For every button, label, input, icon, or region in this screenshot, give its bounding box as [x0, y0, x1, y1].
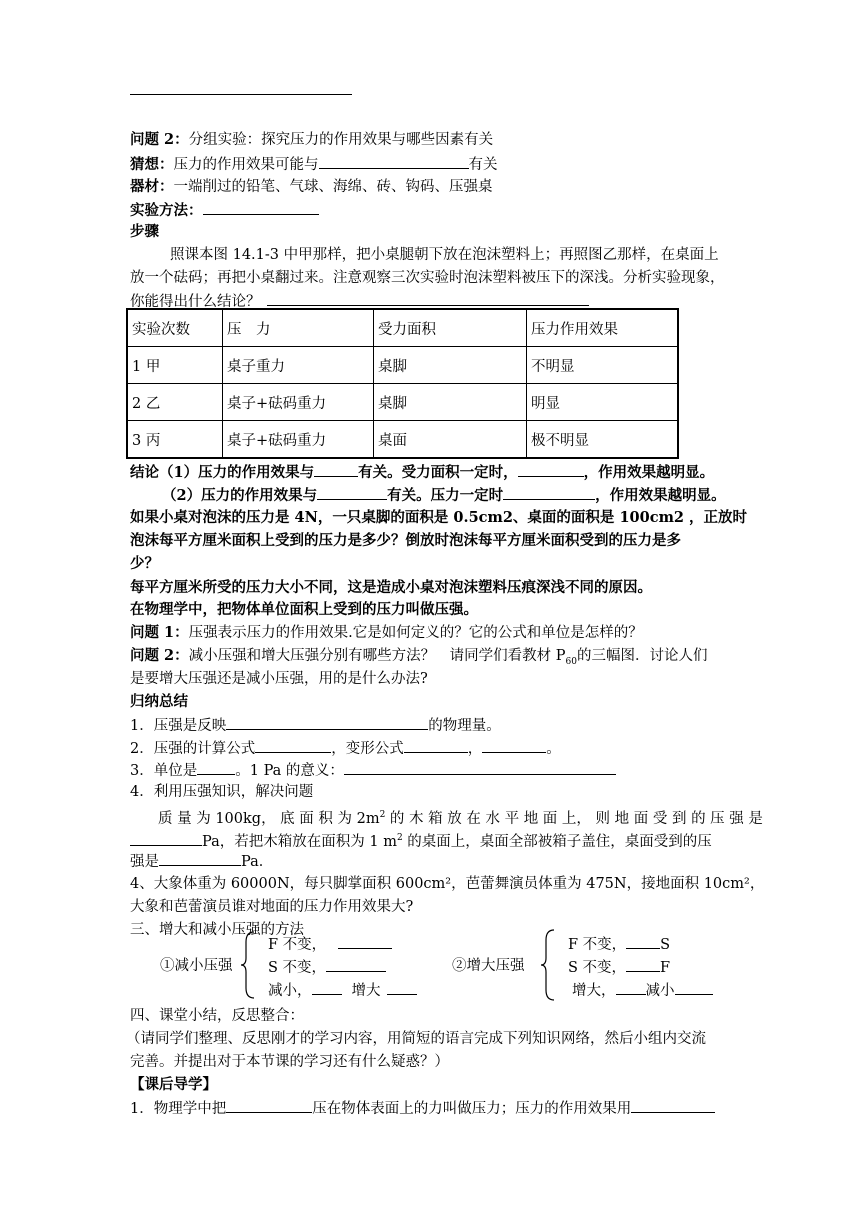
table-cell: 不明显	[527, 347, 679, 384]
increase-row-3: 增大， 减小	[572, 980, 713, 1001]
table-cell: 3 丙	[127, 421, 223, 459]
after-class-line-1: 1．物理学中把 压在物体表面上的力叫做压力；压力的作用效果用	[130, 1098, 715, 1119]
table-cell: 桌面	[374, 421, 527, 459]
table-cell: 桌脚	[374, 384, 527, 421]
blank[interactable]	[518, 462, 584, 477]
table-row	[127, 384, 678, 421]
method-blank[interactable]	[203, 200, 319, 215]
answer-line	[130, 94, 352, 95]
blank[interactable]	[338, 934, 392, 949]
increase-pressure-label: ②增大压强	[452, 958, 525, 974]
blank[interactable]	[159, 851, 241, 866]
blank[interactable]	[626, 957, 660, 972]
table-cell: 桌子+砝码重力	[223, 421, 374, 459]
problem2-heading: 问题 2：分组实验：探究压力的作用效果与哪些因素有关	[130, 131, 494, 148]
elephant-problem-2: 大象和芭蕾演员谁对地面的压力作用效果大?	[130, 899, 414, 915]
problem-text-1: 如果小桌对泡沫的压力是 4N，一只桌脚的面积是 0.5cm2、桌面的面积是 100cm2 ，正放时	[130, 509, 748, 526]
left-brace-icon	[540, 928, 556, 1002]
experiment-table	[126, 308, 679, 459]
table-row	[127, 421, 678, 459]
question-1: 问题 1：压强表示压力的作用效果.它是如何定义的？它的公式和单位是怎样的？	[130, 624, 643, 641]
table-cell: 2 乙	[127, 384, 223, 421]
increase-row-1: F 不变， S	[568, 934, 670, 955]
table-cell: 桌脚	[374, 347, 527, 384]
table-header: 受力面积	[374, 309, 527, 347]
summary-heading: 归纳总结	[130, 693, 188, 710]
blank[interactable]	[482, 738, 546, 753]
guess-blank[interactable]	[319, 154, 469, 169]
reduce-row-3: 减小， 增大	[268, 980, 417, 1001]
table-cell: 桌子+砝码重力	[223, 384, 374, 421]
steps-text-1: 照课本图 14.1-3 中甲那样，把小桌腿朝下放在泡沫塑料上；再照图乙那样，在桌面上	[170, 247, 719, 263]
question-2-cont: 是要增大压强还是减小压强，用的是什么办法?	[130, 671, 428, 687]
summary-item-1: 1．压强是反映 的物理量。	[130, 715, 501, 736]
table-header-row	[127, 309, 678, 347]
reduce-row-1: F 不变，	[268, 934, 392, 955]
class-summary-text-2: 完善。并提出对于本节课的学习还有什么疑惑？）	[130, 1054, 449, 1070]
exercise-line-1: 质 量 为 100kg， 底 面 积 为 $2m^2$ 的 木 箱 放 在 水 平 地 面 上， 则 地 面 受 到 的 压 强 是	[158, 810, 763, 827]
table-cell: 桌子重力	[223, 347, 374, 384]
steps-text-3: 你能得出什么结论？	[130, 291, 589, 312]
exercise-line-2: Pa，若把木箱放在面积为 1 $m^2$ 的桌面上，桌面全部被箱子盖住，桌面受到的压	[130, 828, 712, 852]
problem-text-3: 少？	[130, 555, 159, 572]
summary-item-4: 4．利用压强知识，解决问题	[130, 784, 314, 800]
table-header: 实验次数	[127, 309, 223, 347]
after-class-heading: 【课后导学】	[130, 1076, 217, 1093]
reduce-pressure-label: ①减小压强	[160, 958, 233, 974]
reduce-row-2: S 不变，	[268, 957, 386, 978]
method-line: 实验方法：	[130, 200, 319, 221]
blank[interactable]	[616, 980, 646, 995]
blank[interactable]	[503, 485, 595, 500]
blank[interactable]	[404, 738, 468, 753]
summary-item-3: 3．单位是 。1 Pa 的意义：	[130, 760, 616, 781]
methods-heading: 三、增大和减小压强的方法	[130, 922, 304, 938]
blank[interactable]	[326, 957, 386, 972]
blank[interactable]	[226, 715, 428, 730]
blank[interactable]	[387, 980, 417, 995]
problem-text-2: 泡沫每平方厘米面积上受到的压力是多少？倒放时泡沫每平方厘米面积受到的压力是多	[130, 532, 681, 549]
blank[interactable]	[130, 831, 202, 846]
blank[interactable]	[344, 760, 616, 775]
table-cell: 明显	[527, 384, 679, 421]
blank[interactable]	[631, 1098, 715, 1113]
conclusion-blank[interactable]	[267, 291, 589, 306]
blank[interactable]	[255, 738, 331, 753]
left-brace-icon	[240, 930, 256, 1000]
increase-row-2: S 不变， F	[568, 957, 670, 978]
table-cell: 极不明显	[527, 421, 679, 459]
problem-text-5: 在物理学中，把物体单位面积上受到的压力叫做压强。	[130, 601, 478, 618]
elephant-problem-1: 4、大象体重为 60000N，每只脚掌面积 600cm²，芭蕾舞演员体重为 475N，接地面积 10cm²，	[130, 876, 765, 892]
summary-item-2: 2．压强的计算公式 ，变形公式 ， 。	[130, 738, 561, 759]
blank[interactable]	[626, 934, 660, 949]
steps-text-2: 放一个砝码；再把小桌翻过来。注意观察三次实验时泡沫塑料被压下的深浅。分析实验现象，	[130, 270, 725, 286]
blank[interactable]	[312, 980, 342, 995]
steps-heading: 步骤	[130, 223, 159, 240]
blank[interactable]	[314, 462, 358, 477]
blank[interactable]	[317, 485, 387, 500]
exercise-line-3: 强是 Pa．	[130, 851, 273, 872]
materials-line: 器材：一端削过的铅笔、气球、海绵、砖、钩码、压强桌	[130, 178, 493, 195]
problem-text-4: 每平方厘米所受的压力大小不同，这是造成小桌对泡沫塑料压痕深浅不同的原因。	[130, 579, 652, 596]
class-summary-heading: 四、课堂小结，反思整合：	[130, 1008, 304, 1024]
table-header: 压力作用效果	[527, 309, 679, 347]
blank[interactable]	[675, 980, 713, 995]
table-row	[127, 347, 678, 384]
guess-line: 猜想：压力的作用效果可能与 有关	[130, 156, 498, 173]
table-header: 压 力	[223, 309, 374, 347]
blank[interactable]	[226, 1098, 312, 1113]
table-cell: 1 甲	[127, 347, 223, 384]
conclusion-2: （2）压力的作用效果与 有关。压力一定时 ，作用效果越明显。	[162, 487, 726, 504]
blank[interactable]	[197, 760, 235, 775]
class-summary-text-1: （请同学们整理、反思刚才的学习内容，用简短的语言完成下列知识网络，然后小组内交流	[126, 1031, 706, 1047]
question-2: 问题 2：减小压强和增大压强分别有哪些方法？ 请同学们看教材 $P_{60}$的三幅图．讨论人们	[130, 647, 708, 667]
conclusion-1: 结论（1）压力的作用效果与 有关。受力面积一定时， ，作用效果越明显。	[130, 464, 715, 481]
